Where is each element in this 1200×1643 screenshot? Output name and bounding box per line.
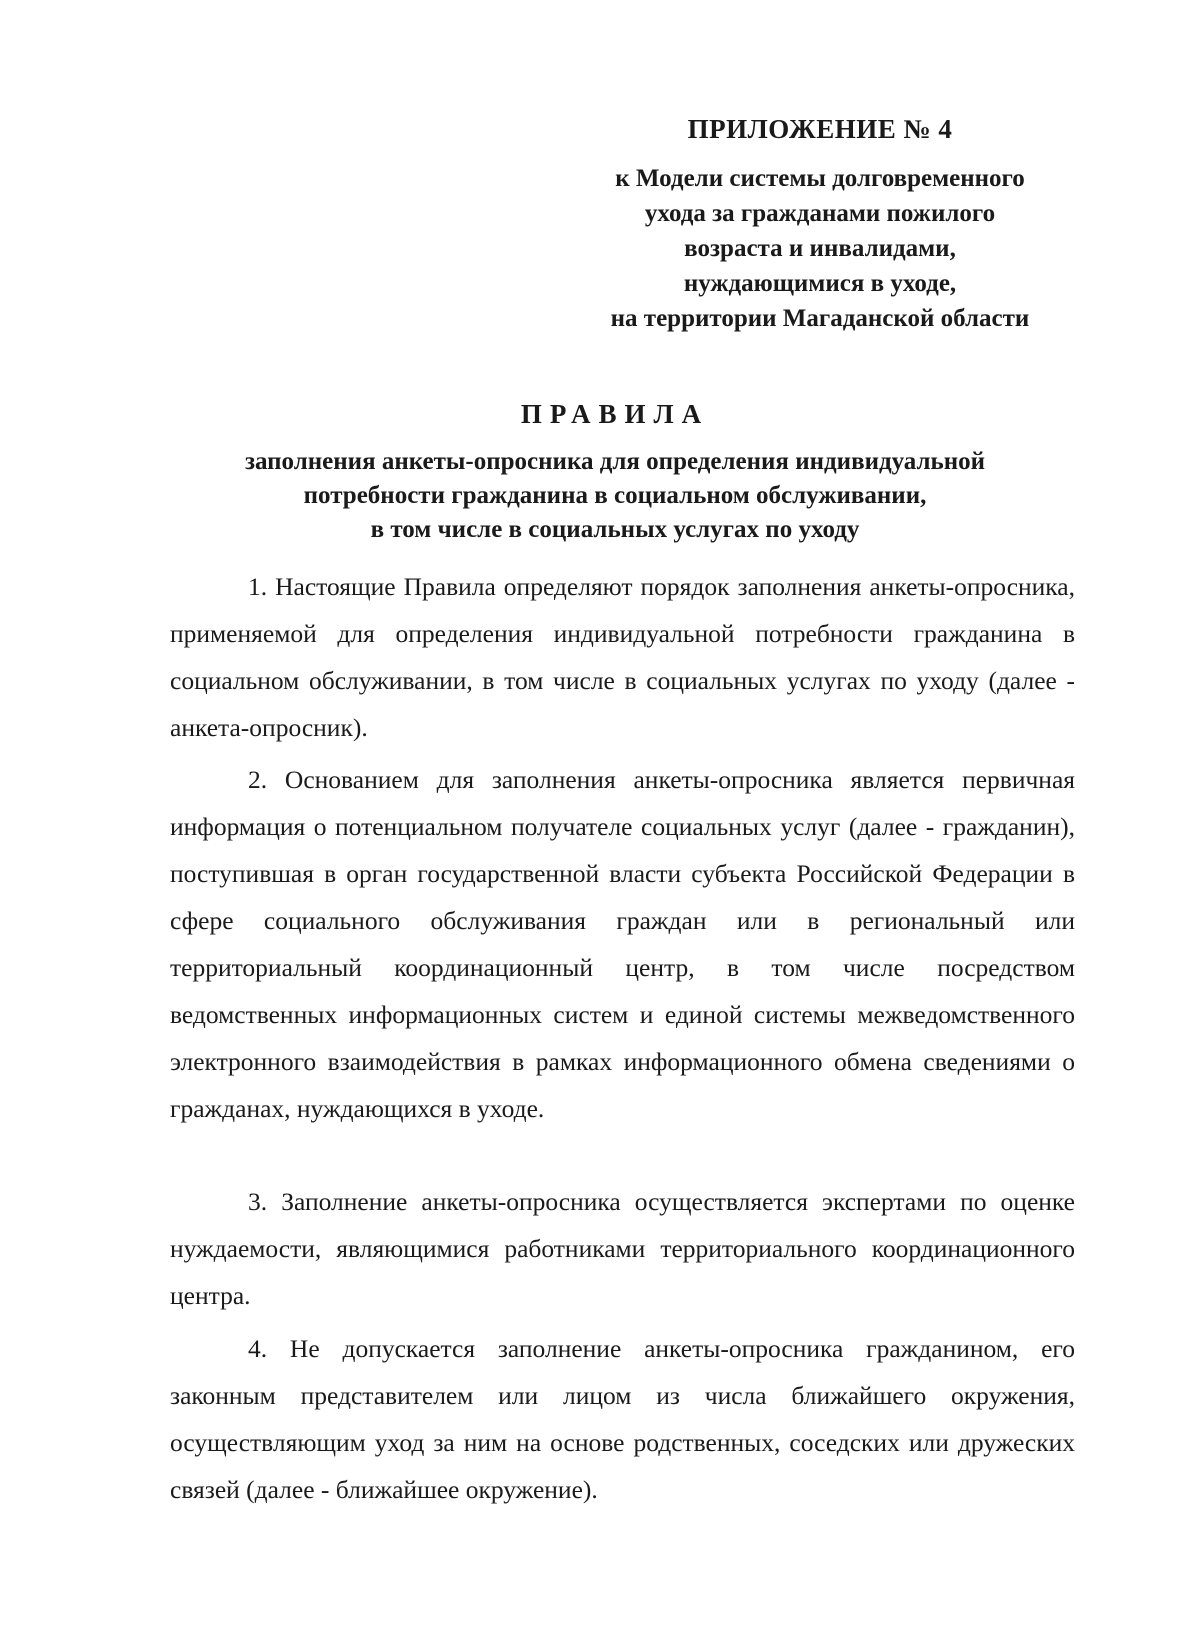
paragraph-1: 1. Настоящие Правила определяют порядок заполнения анкеты-опросника, применяемой для определения индивидуальной потребности гражданина в социальном обслуживании, в том числе в социальных услугах по уходу (далее - анкета-опросник). bbox=[170, 572, 1075, 742]
paragraph-2: 2. Основанием для заполнения анкеты-опросника является первичная информация о потенциальном получателе социальных услуг (далее - гражданин), поступившая в орган государственной власти субъекта Российской Федерации в сфере социального обслуживания граждан или в региональный или территориальный координационный центр, в том числе посредством ведомственных информационных систем и единой системы межведомственного электронного взаимодействия в рамках информационного обмена сведениями о гражданах, нуждающихся в уходе. bbox=[170, 765, 1075, 1123]
rules-subtitle-line: в том числе в социальных услугах по уходу bbox=[370, 516, 860, 543]
appendix-title: ПРИЛОЖЕНИЕ № 4 bbox=[687, 114, 953, 144]
appendix-header bbox=[560, 113, 1080, 336]
rules-subtitle bbox=[150, 445, 1080, 547]
rules-subtitle-line: потребности гражданина в социальном обслуживании, bbox=[303, 482, 927, 509]
paragraph-3-block bbox=[170, 1178, 1075, 1319]
paragraph-3: 3. Заполнение анкеты-опросника осуществляется экспертами по оценке нуждаемости, являющимися работниками территориального координационного центра. bbox=[170, 1187, 1075, 1310]
paragraph-4-block bbox=[170, 1325, 1075, 1513]
appendix-line: ухода за гражданами пожилого bbox=[644, 200, 996, 227]
appendix-line: на территории Магаданской области bbox=[610, 305, 1030, 332]
appendix-line: к Модели системы долговременного bbox=[615, 165, 1025, 192]
paragraph-1-block bbox=[170, 563, 1075, 751]
appendix-line: возраста и инвалидами, bbox=[684, 235, 956, 262]
rules-subtitle-line: заполнения анкеты-опросника для определения индивидуальной bbox=[244, 448, 986, 475]
paragraph-4: 4. Не допускается заполнение анкеты-опросника гражданином, его законным представителем или лицом из числа ближайшего окружения, осуществляющим уход за ним на основе родственных, соседских или дружеских связей (далее - ближайшее окружение). bbox=[170, 1334, 1075, 1504]
paragraph-2-block bbox=[170, 756, 1075, 1132]
rules-title: ПРАВИЛА bbox=[520, 399, 710, 429]
appendix-line: нуждающимися в уходе, bbox=[683, 270, 957, 297]
